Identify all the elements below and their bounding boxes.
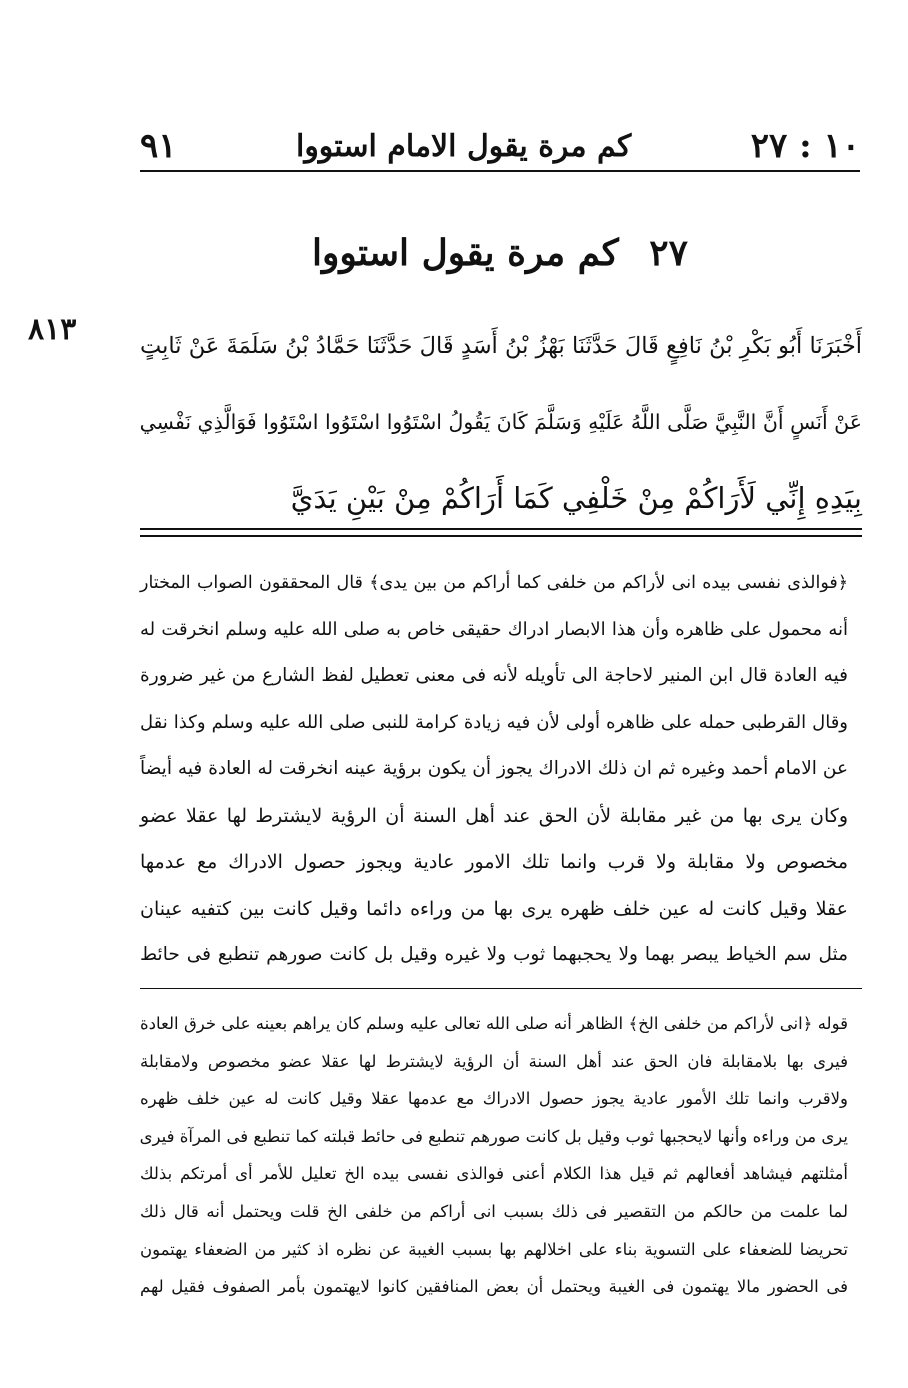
chapter-heading xyxy=(140,232,860,274)
chapter-number: ٢٧ xyxy=(649,232,688,274)
footnote-line: يرى من وراءه وأنها لايحجبها ثوب وقيل بل كانت صورهم تنطبع فى حائط قبلته كما تنطبع فى المرآة فيرى xyxy=(139,1126,848,1146)
page-number: ٩١ xyxy=(140,126,177,166)
chapter-reference: ١٠ : ٢٧ xyxy=(750,126,860,166)
chapter-title: كم مرة يقول استووا xyxy=(312,232,619,274)
commentary-line: وكان يرى بها من غير مقابلة لأن الحق عند أهل السنة أن الرؤية لايشترط لها عقلا عضو xyxy=(140,804,848,827)
commentary-line: مثل سم الخياط يبصر بهما ولا يحجبهما ثوب ولا غيره وقيل بل كانت صورهم تنطبع فى حائط xyxy=(140,944,848,965)
footnote-rule xyxy=(140,988,862,989)
commentary-line: أنه محمول على ظاهره وأن هذا الابصار ادراك حقيقى خاص به صلى الله عليه وسلم انخرقت له xyxy=(140,618,848,640)
header-rule xyxy=(140,170,860,172)
footnote-line: أمثلتهم فيشاهد أفعالهم ثم قيل هذا الكلام أعنى فوالذى نفسى بيده الخ تعليل للأمر أى أمرتكم بذلك xyxy=(140,1164,848,1184)
section-double-rule xyxy=(140,528,862,537)
hadith-number: ٨١٣ xyxy=(28,312,77,347)
footnote-line: تحريضا للضعفاء على التسوية بناء على اخلالهم بها بسبب الغيبة عن نظره اذ كثير من الضعفاء يهتمون xyxy=(140,1239,848,1259)
footnote-line: فيرى بها بلامقابلة فان الحق عند أهل السنة أن الرؤية لايشترط لها عقلا عضو مخصوص ولامقابلة xyxy=(140,1051,848,1071)
hadith-line: عَنْ أَنَسٍ أَنَّ النَّبِيَّ صَلَّى اللَّهُ عَلَيْهِ وَسَلَّمَ كَانَ يَقُولُ اسْتَوُوا اسْتَوُوا اسْتَوُوا فَوَالَّذِي نَفْسِي xyxy=(139,410,862,434)
commentary-line: مخصوص ولا مقابلة ولا قرب وانما تلك الامور عادية ويجوز حصول الادراك مع عدمها xyxy=(140,851,848,873)
footnote xyxy=(140,1005,848,1306)
hadith-line: أَخْبَرَنَا أَبُو بَكْرِ بْنُ نَافِعٍ قَالَ حَدَّثَنَا بَهْزُ بْنُ أَسَدٍ قَالَ حَدَّثَنَا حَمَّادُ بْنُ سَلَمَةَ عَنْ ثَابِتٍ xyxy=(140,333,862,359)
commentary-line: فيه العادة قال ابن المنير لاحاجة الى تأويله لأنه فى معنى تعطيل لفظ الشارع من غير ضرورة xyxy=(140,665,848,686)
hadith-line: بِيَدِهِ إِنِّي لَأَرَاكُمْ مِنْ خَلْفِي كَمَا أَرَاكُمْ مِنْ بَيْنِ يَدَيَّ xyxy=(290,481,862,515)
commentary-line: وقال القرطبى حمله على ظاهره أولى لأن فيه زيادة كرامة للنبى صلى الله عليه وسلم وكذا نقل xyxy=(140,711,848,733)
footnote-line: قوله ﴿انى لأراكم من خلفى الخ﴾ الظاهر أنه صلى الله تعالى عليه وسلم كان يراهم بعينه على خرق العادة xyxy=(140,1014,848,1033)
commentary-line: عقلا وقيل كانت له عين خلف ظهره يرى بها من وراءه دائما وقيل كانت بين كتفيه عينان xyxy=(140,897,848,920)
commentary-line: عن الامام أحمد وغيره ثم ان ذلك الادراك يجوز أن يكون برؤية عينه انخرقت له العادة فيه أيضاً xyxy=(140,758,848,779)
footnote-line: فى الحضور مالا يهتمون فى الغيبة ويحتمل أن بعض المنافقين كانوا لايهتمون بأمر الصفوف فقيل لهم xyxy=(140,1277,848,1297)
footnote-line: ولاقرب وانما تلك الأمور عادية يجوز حصول الادراك مع عدمها عقلا وقيل كانت له عين خلف ظهره xyxy=(140,1089,848,1109)
commentary xyxy=(140,560,848,979)
running-title: كم مرة يقول الامام استووا xyxy=(295,128,632,164)
footnote-line: لما علمت من حالكم من التقصير فى ذلك بسبب انى أراكم من خلفى الخ قلت ويحتمل أنه قال ذلك xyxy=(140,1201,848,1221)
running-header xyxy=(140,120,860,172)
hadith-text xyxy=(140,308,862,536)
commentary-line: ﴿فوالذى نفسى بيده انى لأراكم من خلفى كما أراكم من بين يدى﴾ قال المحققون الصواب المختار xyxy=(140,573,848,593)
